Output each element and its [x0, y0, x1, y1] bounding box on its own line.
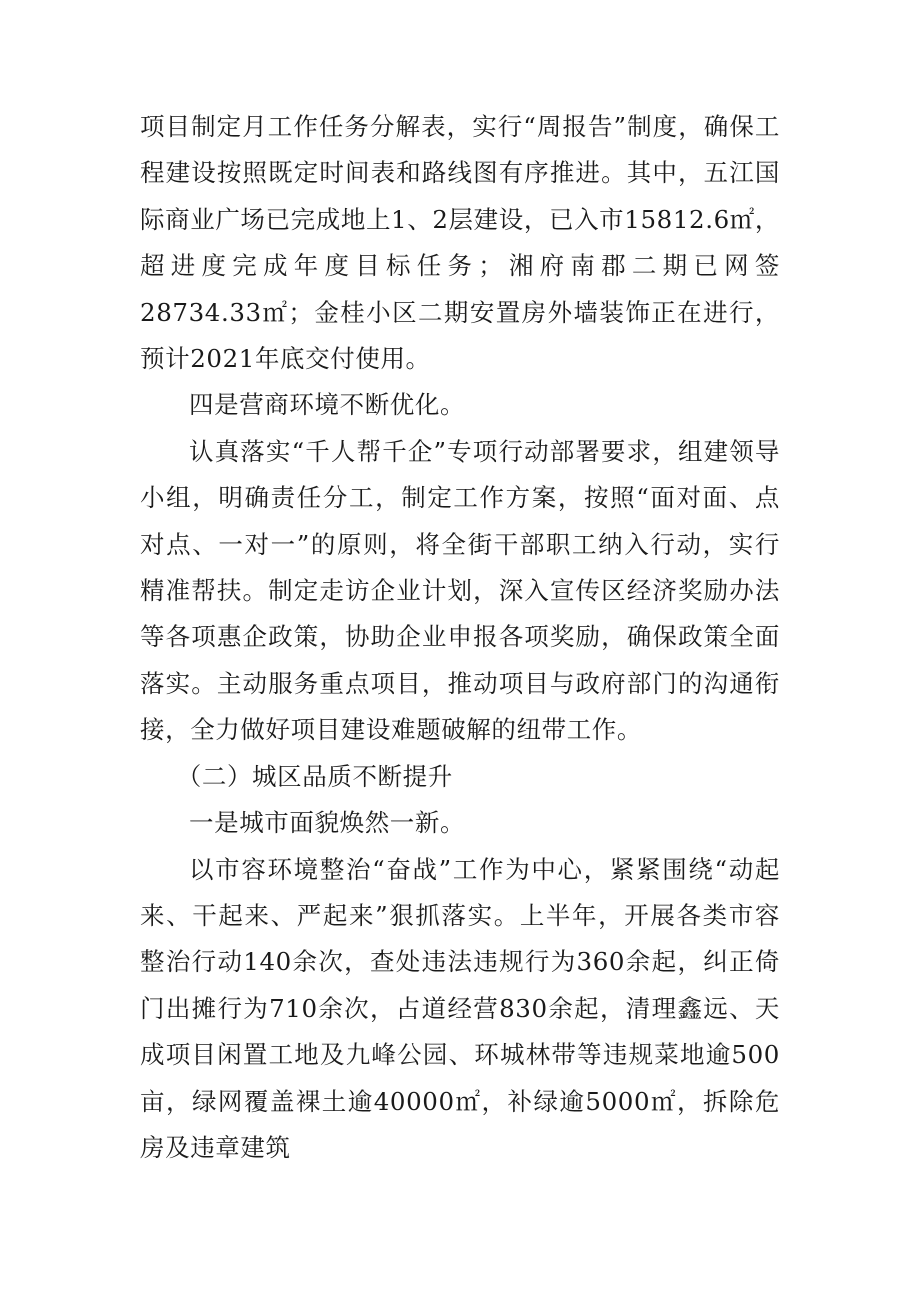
paragraph-project-progress: 项目制定月工作任务分解表，实行“周报告”制度，确保工程建设按照既定时间表和路线图有序推进。其中，五江国际商业广场已完成地上1、2层建设，已入市15812.6㎡，超进度完成年度目标任务；湘府南郡二期已网签28734.33㎡；金桂小区二期安置房外墙装饰正在进行，预计2021年底交付使用。 — [140, 112, 780, 374]
section-heading-urban-quality: （二）城区品质不断提升 — [176, 761, 453, 791]
document-body — [140, 104, 780, 1171]
section-subheading-city-appearance: 一是城市面貌焕然一新。 — [189, 808, 466, 838]
section-subheading-business-environment: 四是营商环境不断优化。 — [189, 390, 466, 420]
paragraph-city-rectification: 以市容环境整治“奋战”工作为中心，紧紧围绕“动起来、干起来、严起来”狠抓落实。上半年，开展各类市容整治行动140余次，查处违法违规行为360余起，纠正倚门出摊行为710余次，占道经营830余起，清理鑫远、天成项目闲置工地及九峰公园、环城林带等违规菜地逾500亩，绿网覆盖裸土逾40000㎡，补绿逾5000㎡，拆除危房及违章建筑 — [140, 854, 780, 1162]
paragraph-business-support: 认真落实“千人帮千企”专项行动部署要求，组建领导小组，明确责任分工，制定工作方案，按照“面对面、点对点、一对一”的原则，将全街干部职工纳入行动，实行精准帮扶。制定走访企业计划，深入宣传区经济奖励办法等各项惠企政策，协助企业申报各项奖励，确保政策全面落实。主动服务重点项目，推动项目与政府部门的沟通衔接，全力做好项目建设难题破解的纽带工作。 — [140, 436, 780, 745]
